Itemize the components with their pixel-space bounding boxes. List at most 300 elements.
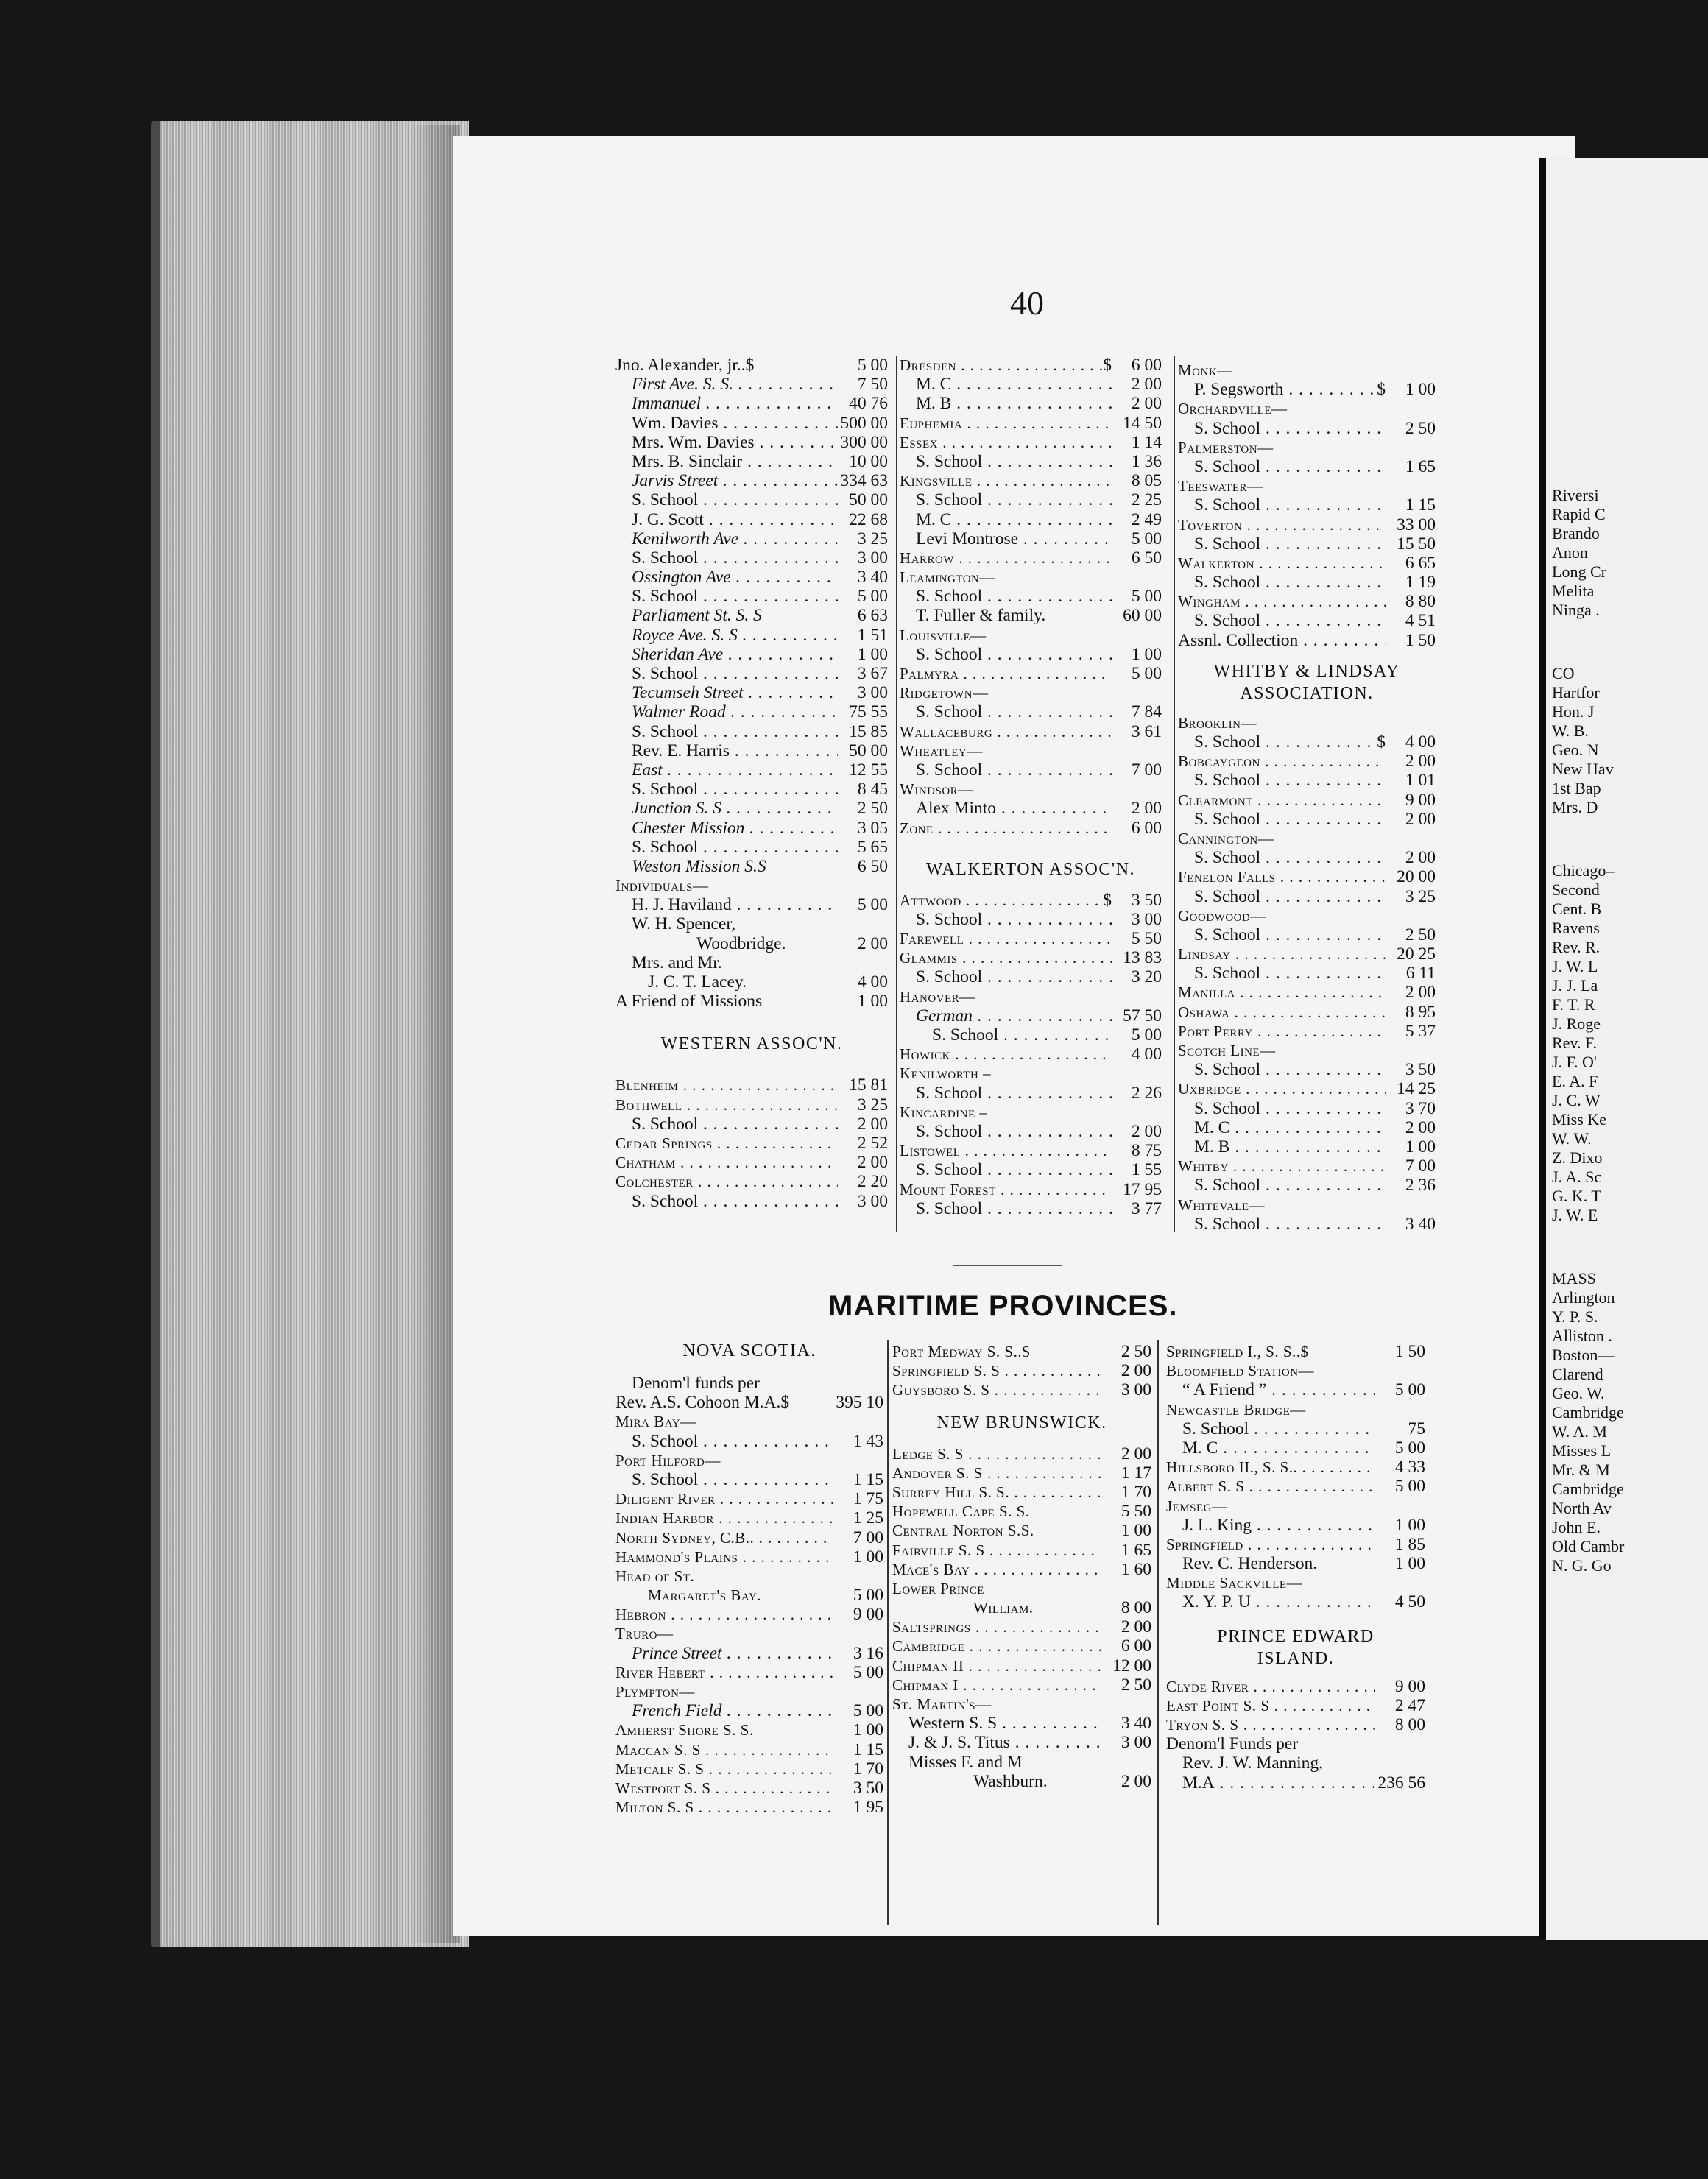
entry-amount: 5 00	[853, 1701, 883, 1721]
ledger-row	[615, 1528, 883, 1547]
entry-label: M. C . . .	[1166, 1438, 1375, 1458]
entry-label: S. School . . .	[900, 967, 1112, 986]
entry-amount: 1 25	[853, 1508, 883, 1528]
entry-amount: 3 67	[857, 664, 888, 683]
ledger-row	[615, 1701, 883, 1720]
ledger-row	[900, 987, 1162, 1006]
ledger-row	[892, 1733, 1151, 1752]
entry-amount: 13 83	[1123, 948, 1162, 968]
entry-label: Chipman II . . .	[892, 1656, 1101, 1675]
entry-label: S. School . . .	[615, 548, 838, 568]
ledger-row	[900, 414, 1162, 433]
entry-label: S. School . . .	[900, 1199, 1112, 1218]
right-page-fragment: J. C. W	[1552, 1091, 1601, 1109]
entry-amount: 1 85	[1394, 1534, 1425, 1554]
entry-label: Mrs. and Mr.	[632, 953, 722, 972]
right-page-fragment: New Hav	[1552, 760, 1614, 778]
entry-amount: 9 00	[853, 1605, 883, 1625]
ledger-row	[615, 1393, 883, 1412]
entry-amount: 6 00	[1121, 1636, 1151, 1656]
entry-label: “ A Friend ” . . .	[1166, 1380, 1375, 1399]
ledger-row	[1166, 1696, 1425, 1715]
entry-label: River Hebert . . .	[615, 1663, 833, 1682]
entry-label: Parliament St. S. S	[632, 606, 762, 626]
ledger-row	[1178, 419, 1436, 438]
entry-amount: 2 49	[1131, 509, 1162, 529]
entry-amount: 1 36	[1131, 451, 1162, 471]
right-page-fragment: Clarend	[1552, 1365, 1603, 1383]
ledger-row	[1178, 495, 1436, 515]
ledger-row	[1166, 1592, 1425, 1611]
entry-label: Sheridan Ave . . .	[615, 645, 838, 664]
right-page-fragment: Melita	[1552, 582, 1595, 600]
ledger-row	[615, 857, 888, 876]
entry-label: Louisville—	[900, 626, 987, 644]
entry-label: M. B . . .	[900, 394, 1112, 413]
entry-label: Hanover—	[900, 987, 975, 1006]
entry-amount: 4 00	[857, 972, 888, 992]
column-1	[615, 356, 888, 1211]
entry-amount: 3 77	[1131, 1198, 1162, 1218]
right-page-fragment: J. A. Sc	[1552, 1168, 1602, 1186]
ledger-row	[892, 1675, 1151, 1695]
entry-label: J. & J. S. Titus . . .	[892, 1733, 1101, 1752]
ledger-row	[615, 1798, 883, 1817]
entry-amount: 75 55	[849, 702, 888, 722]
column-2	[900, 356, 1162, 1218]
entry-label: Hillsboro II., S. S.. . . .	[1166, 1458, 1375, 1477]
entry-label: S. School . . .	[615, 1192, 838, 1211]
entry-amount: 2 20	[857, 1172, 888, 1192]
entry-label: S. School . . .	[900, 1160, 1112, 1179]
entry-label: Individuals—	[615, 877, 709, 895]
ledger-row	[1178, 361, 1436, 380]
entry-label: Mrs. Wm. Davies . . .	[615, 433, 838, 452]
entry-label: Jemseg—	[1166, 1497, 1228, 1515]
entry-label: Kincardine –	[900, 1103, 988, 1121]
ledger-row	[900, 1084, 1162, 1103]
entry-label: Palmerston—	[1178, 438, 1274, 456]
ledger-row	[1166, 1677, 1425, 1696]
entry-label: Port Medway S. S..$	[892, 1343, 1031, 1360]
right-page-fragment: Riversi	[1552, 486, 1599, 504]
entry-amount: 3 50	[1405, 1060, 1436, 1080]
dollar-sign: $	[1377, 732, 1386, 752]
right-page-fragment: E. A. F	[1552, 1072, 1598, 1090]
entry-amount: 2 00	[857, 933, 888, 953]
entry-amount: 6 50	[1131, 548, 1162, 568]
ledger-row	[900, 490, 1162, 509]
entry-amount: 8 05	[1131, 471, 1162, 491]
entry-label: Fenelon Falls . . .	[1178, 867, 1386, 886]
ledger-row	[900, 452, 1162, 471]
entry-amount: 3 50	[853, 1778, 883, 1798]
entry-label: Attwood . . .	[900, 891, 1103, 910]
ledger-row	[615, 606, 888, 625]
right-page-fragment: Ravens	[1552, 919, 1600, 937]
ledger-row	[892, 1380, 1151, 1399]
ledger-row	[1166, 1342, 1425, 1361]
right-page-fragment: Cambridge	[1552, 1480, 1624, 1498]
ledger-row	[1166, 1400, 1425, 1419]
entry-label: Bothwell . . .	[615, 1095, 838, 1115]
ledger-row	[615, 471, 888, 490]
entry-label: S. School . . .	[1166, 1419, 1375, 1438]
ledger-row	[615, 1489, 883, 1508]
entry-label: S. School . . .	[900, 760, 1112, 780]
entry-label: Colchester . . .	[615, 1172, 838, 1191]
entry-amount: 4 51	[1405, 611, 1436, 631]
ledger-row	[1166, 1554, 1425, 1573]
entry-amount: 2 47	[1394, 1695, 1425, 1715]
ledger-row	[615, 895, 888, 914]
entry-amount: 6 63	[857, 606, 888, 626]
entry-amount: 1 01	[1405, 771, 1436, 791]
entry-label: T. Fuller & family.	[916, 606, 1046, 626]
ledger-row	[615, 702, 888, 721]
entry-amount: 300 00	[840, 432, 888, 452]
entry-label: Ossington Ave . . .	[615, 568, 838, 587]
entry-label: Fairville S. S . . .	[892, 1541, 1101, 1560]
ledger-row	[1178, 829, 1436, 848]
entry-amount: 10 00	[849, 451, 888, 471]
ledger-row	[1178, 887, 1436, 906]
ledger-row	[900, 819, 1162, 838]
entry-label: North Sydney, C.B.. . . .	[615, 1528, 833, 1547]
entry-label: Uxbridge . . .	[1178, 1079, 1386, 1098]
entry-label: Palmyra . . .	[900, 664, 1112, 683]
ledger-row	[1166, 1380, 1425, 1399]
ledger-row	[892, 1560, 1151, 1579]
entry-amount: 4 00	[1131, 1045, 1162, 1064]
ledger-row	[1166, 1477, 1425, 1496]
ledger-row	[615, 972, 888, 992]
ledger-row	[615, 1095, 888, 1115]
ledger-row	[615, 356, 888, 375]
entry-amount: 5 65	[857, 837, 888, 857]
ledger-row	[1178, 1041, 1436, 1060]
entry-label: S. School . . .	[900, 1084, 1112, 1103]
entry-amount: 3 61	[1131, 721, 1162, 741]
entry-label: M. B . . .	[1178, 1137, 1386, 1156]
ledger-row	[1178, 1022, 1436, 1041]
ledger-row	[900, 1199, 1162, 1218]
right-page-fragment: Rev. R.	[1552, 938, 1601, 956]
entry-label: Jno. Alexander, jr..$	[615, 356, 755, 375]
entry-amount: 9 00	[1394, 1676, 1425, 1696]
ledger-row	[615, 548, 888, 568]
entry-label: Chester Mission . . .	[615, 819, 838, 838]
entry-label: Farewell . . .	[900, 929, 1112, 948]
ledger-row	[1166, 1497, 1425, 1516]
entry-amount: 2 50	[1405, 418, 1436, 438]
entry-amount: 2 00	[1405, 1117, 1436, 1137]
new-brunswick-column	[892, 1342, 1151, 1791]
ledger-row	[900, 1122, 1162, 1141]
ledger-row	[900, 780, 1162, 799]
entry-label: Diligent River . . .	[615, 1489, 833, 1508]
right-page-fragment: Misses L	[1552, 1441, 1612, 1460]
entry-label: Plympton—	[615, 1683, 695, 1701]
ledger-row	[615, 1432, 883, 1451]
entry-label: Dresden . . .	[900, 356, 1103, 375]
entry-label: S. School . . .	[900, 910, 1112, 929]
entry-amount: 7 84	[1131, 702, 1162, 722]
ledger-row	[892, 1695, 1151, 1714]
entry-amount: 500 00	[840, 413, 888, 433]
entry-label: Weston Mission S.S	[632, 856, 766, 876]
entry-label: S. School . . .	[615, 664, 838, 683]
right-page-fragment: Rev. F.	[1552, 1034, 1597, 1052]
entry-amount: 1 65	[1405, 456, 1436, 476]
ledger-row	[615, 1374, 883, 1393]
entry-label: East Point S. S . . .	[1166, 1696, 1375, 1715]
section-heading: NOVA SCOTIA.	[682, 1341, 816, 1360]
entry-amount: 2 00	[1121, 1771, 1151, 1791]
entry-amount: 15 50	[1397, 534, 1436, 554]
entry-label: Zone . . .	[900, 819, 1112, 838]
right-page-fragment: J. W. L	[1552, 957, 1598, 975]
entry-amount: 5 00	[853, 1662, 883, 1682]
entry-amount: 5 00	[857, 356, 888, 375]
entry-amount: 3 20	[1131, 967, 1162, 987]
right-page-fragment: F. T. R	[1552, 995, 1595, 1014]
entry-label: Denom'l funds per	[632, 1374, 760, 1393]
entry-label: East . . .	[615, 760, 838, 780]
entry-label: Bloomfield Station—	[1166, 1362, 1315, 1380]
entry-amount: 2 00	[1121, 1444, 1151, 1463]
maritime-column-3	[1166, 1342, 1425, 1793]
ledger-row	[892, 1636, 1151, 1656]
column-3	[1178, 361, 1436, 1234]
ledger-row	[892, 1342, 1151, 1361]
entry-amount: 7 00	[853, 1528, 883, 1547]
right-page-fragment: Brando	[1552, 524, 1600, 543]
ledger-row	[1178, 1215, 1436, 1234]
entry-label: Wheatley—	[900, 741, 983, 760]
ledger-row	[615, 760, 888, 780]
entry-label: S. School . . .	[1178, 1215, 1386, 1234]
ledger-row	[892, 1617, 1151, 1636]
ledger-row	[900, 510, 1162, 529]
entry-label: William.	[973, 1599, 1034, 1617]
entry-label: Leamington—	[900, 568, 995, 587]
dollar-sign: $	[1103, 356, 1112, 375]
entry-label: A Friend of Missions	[615, 992, 763, 1011]
ledger-row	[900, 929, 1162, 948]
entry-label: First Ave. S. S. . . .	[615, 375, 838, 394]
entry-amount: 20 00	[1397, 867, 1436, 887]
ledger-row	[615, 587, 888, 606]
entry-label: Maccan S. S . . .	[615, 1740, 833, 1759]
entry-label: German . . .	[900, 1006, 1112, 1025]
entry-amount: 12 00	[1112, 1656, 1151, 1675]
section-heading: WALKERTON ASSOC'N.	[925, 859, 1136, 879]
entry-amount: 2 50	[1405, 925, 1436, 944]
entry-amount: 2 00	[1131, 394, 1162, 414]
ledger-row	[1178, 964, 1436, 983]
right-page-fragment: 1st Bap	[1552, 779, 1601, 797]
ledger-row	[1178, 592, 1436, 611]
ledger-row	[1166, 1438, 1425, 1458]
ledger-row	[1178, 1003, 1436, 1022]
ledger-row	[900, 948, 1162, 967]
entry-label: Listowel . . .	[900, 1141, 1112, 1160]
entry-amount: 15 85	[849, 721, 888, 741]
entry-amount: 2 00	[857, 1114, 888, 1134]
ledger-row	[892, 1579, 1151, 1598]
entry-amount: 1 15	[853, 1469, 883, 1489]
ledger-row	[1166, 1535, 1425, 1554]
entry-amount: 2 50	[1121, 1675, 1151, 1695]
ledger-row	[1178, 791, 1436, 810]
entry-amount: 6 65	[1405, 553, 1436, 573]
ledger-row	[892, 1541, 1151, 1560]
ledger-row	[615, 664, 888, 683]
entry-label: Woodbridge.	[696, 933, 786, 953]
entry-amount: 5 00	[853, 1586, 883, 1606]
ledger-row	[900, 1006, 1162, 1025]
entry-amount: 15 81	[849, 1076, 888, 1095]
entry-amount: 8 75	[1131, 1141, 1162, 1161]
ledger-row	[615, 1508, 883, 1528]
ledger-row	[1178, 1176, 1436, 1195]
ledger-row	[900, 1103, 1162, 1122]
right-page-fragment: Geo. W.	[1552, 1384, 1605, 1402]
ledger-row	[1166, 1715, 1425, 1734]
entry-label: Denom'l Funds per	[1166, 1734, 1299, 1754]
ledger-row	[900, 702, 1162, 721]
entry-label: Essex . . .	[900, 433, 1112, 452]
entry-amount: 1 00	[857, 992, 888, 1011]
entry-label: Port Perry . . .	[1178, 1022, 1386, 1041]
section-heading: NEW BRUNSWICK.	[936, 1413, 1107, 1433]
right-page-fragment: W. A. M	[1552, 1422, 1607, 1441]
entry-amount: 5 50	[1131, 929, 1162, 949]
entry-label: Goodwood—	[1178, 906, 1266, 925]
entry-label: S. School . . .	[1178, 457, 1386, 476]
ledger-row	[1178, 611, 1436, 630]
entry-label: Orchardville—	[1178, 400, 1288, 418]
entry-amount: 2 00	[1121, 1617, 1151, 1637]
column-rule	[887, 1340, 889, 1925]
entry-amount: 3 00	[1131, 909, 1162, 929]
ledger-row	[892, 1463, 1151, 1483]
entry-label: Amherst Shore S. S.	[615, 1721, 754, 1740]
entry-amount: 2 00	[1131, 799, 1162, 819]
entry-label: Wm. Davies . . .	[615, 414, 838, 433]
page-number: 40	[1010, 284, 1044, 322]
entry-amount: 1 60	[1121, 1559, 1151, 1579]
right-page-fragment: J. W. E	[1552, 1206, 1598, 1224]
entry-amount: 6 11	[1405, 964, 1436, 983]
ledger-row	[1178, 399, 1436, 418]
entry-amount: 1 50	[1405, 630, 1436, 650]
entry-label: Ledge S. S . . .	[892, 1444, 1101, 1463]
entry-amount: 3 40	[1121, 1714, 1151, 1734]
entry-amount: 1 00	[853, 1720, 883, 1740]
right-page-fragment: Hartfor	[1552, 683, 1600, 702]
entry-amount: 5 00	[1394, 1438, 1425, 1458]
entry-amount: 33 00	[1397, 515, 1436, 534]
entry-amount: 50 00	[849, 490, 888, 510]
entry-label: Cannington—	[1178, 829, 1274, 847]
entry-label: H. J. Haviland . . .	[615, 895, 838, 914]
ledger-row	[615, 1172, 888, 1191]
entry-amount: 1 00	[1394, 1515, 1425, 1535]
entry-amount: 6 50	[857, 856, 888, 876]
entry-amount: 5 00	[1394, 1380, 1425, 1400]
entry-label: Royce Ave. S. S . . .	[615, 626, 838, 645]
right-page-fragment: Ninga .	[1552, 601, 1600, 619]
entry-amount: 5 00	[1131, 587, 1162, 607]
ledger-row	[900, 799, 1162, 818]
entry-amount: 2 00	[857, 1153, 888, 1173]
entry-label: Whitevale—	[1178, 1196, 1266, 1214]
entry-amount: 2 25	[1131, 490, 1162, 510]
ledger-row	[615, 1547, 883, 1567]
entry-label: Indian Harbor . . .	[615, 1508, 833, 1528]
entry-amount: 12 55	[849, 760, 888, 780]
entry-label: Immanuel . . .	[615, 394, 838, 413]
entry-label: S. School . . .	[900, 1122, 1112, 1141]
ledger-row	[1178, 573, 1436, 592]
ledger-row	[900, 683, 1162, 702]
ledger-row	[1178, 1060, 1436, 1079]
ledger-row	[1178, 554, 1436, 573]
ledger-row	[615, 722, 888, 741]
entry-label: Cedar Springs . . .	[615, 1134, 838, 1153]
ledger-row	[1166, 1573, 1425, 1592]
ledger-row	[892, 1753, 1151, 1772]
entry-amount: 5 00	[857, 587, 888, 607]
entry-amount: 1 00	[1394, 1554, 1425, 1574]
entry-label: S. School . . .	[900, 702, 1112, 721]
ledger-row	[900, 1141, 1162, 1160]
ledger-row	[900, 1025, 1162, 1045]
entry-label: Guysboro S. S . . .	[892, 1380, 1101, 1399]
ledger-row	[615, 433, 888, 452]
entry-amount: 2 00	[1131, 375, 1162, 395]
ledger-row	[615, 1076, 888, 1095]
entry-label: W. H. Spencer,	[632, 914, 736, 934]
entry-label: S. School . . .	[615, 1432, 833, 1451]
entry-amount: 7 00	[1405, 1156, 1436, 1176]
section-divider	[953, 1265, 1062, 1266]
entry-label: Wallaceburg . . .	[900, 722, 1112, 741]
entry-amount: 8 00	[1121, 1598, 1151, 1618]
entry-label: Hopewell Cape S. S.	[892, 1502, 1030, 1521]
entry-amount: 2 00	[1405, 848, 1436, 868]
entry-label: Manilla . . .	[1178, 983, 1386, 1002]
right-page-fragment: Miss Ke	[1552, 1110, 1606, 1129]
entry-amount: 3 05	[857, 818, 888, 838]
entry-label: Washburn.	[973, 1771, 1048, 1791]
ledger-row	[892, 1598, 1151, 1617]
right-page-fragment: Cambridge	[1552, 1403, 1624, 1422]
entry-label: Walkerton . . .	[1178, 554, 1386, 573]
ledger-row	[900, 471, 1162, 490]
ledger-row	[615, 992, 888, 1011]
entry-label: Whitby . . .	[1178, 1156, 1386, 1176]
ledger-row	[615, 953, 888, 972]
entry-label: Junction S. S . . .	[615, 799, 838, 818]
ledger-row	[615, 626, 888, 645]
ledger-row	[615, 1720, 883, 1740]
ledger-row	[900, 606, 1162, 625]
entry-label: Walmer Road . . .	[615, 702, 838, 721]
entry-label: Howick . . .	[900, 1045, 1112, 1064]
